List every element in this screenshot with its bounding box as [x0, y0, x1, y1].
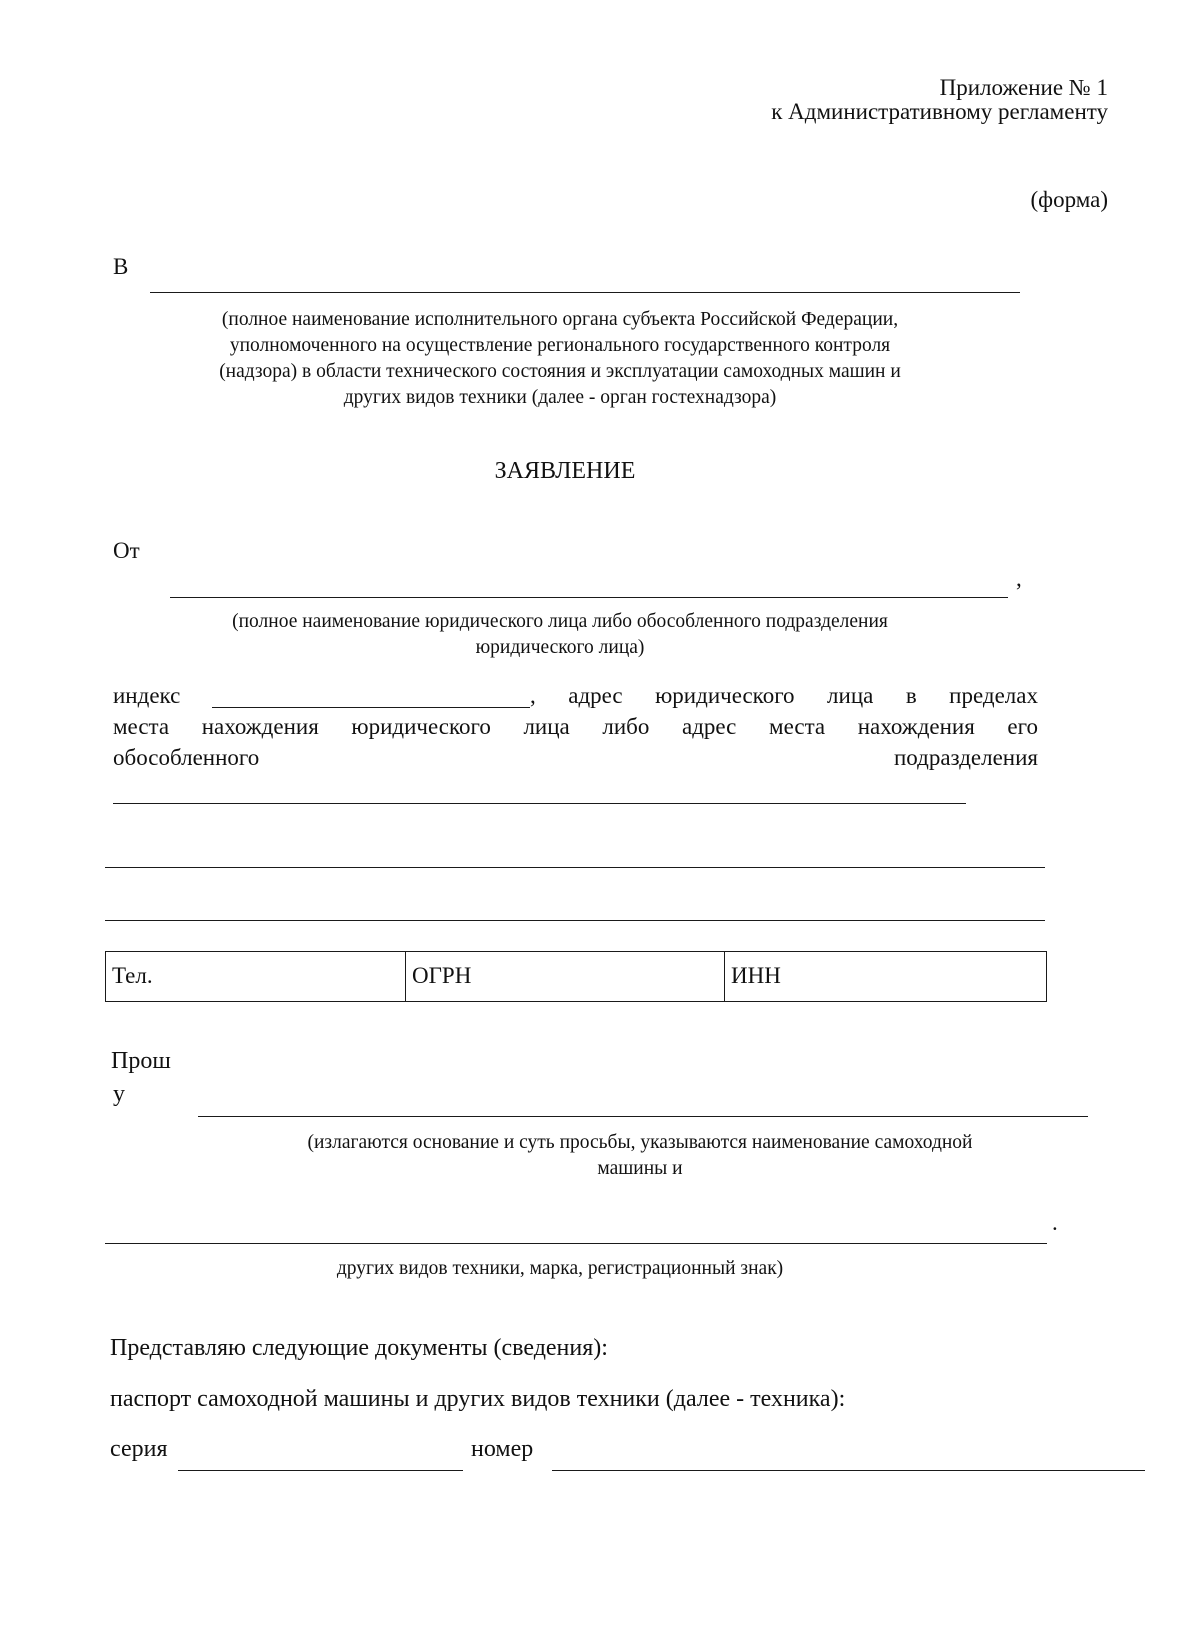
address-field-1[interactable]: [113, 803, 966, 804]
applicant-field[interactable]: [170, 597, 1008, 598]
address-field-2[interactable]: [105, 867, 1045, 868]
request-caption-2: других видов техники, марка, регистрационный знак): [336, 1258, 784, 1279]
index-field[interactable]: [212, 707, 530, 708]
appendix-number: Приложение № 1: [939, 75, 1108, 100]
series-field[interactable]: [178, 1470, 463, 1471]
address-line-2: места нахождения юридического лица либо адрес места нахождения его: [113, 714, 1038, 739]
applicant-comma: ,: [1016, 566, 1022, 591]
address-line-3-right: подразделения: [893, 745, 1038, 770]
inn-cell[interactable]: [725, 952, 1045, 1002]
recipient-prefix: В: [113, 254, 129, 279]
applicant-prefix: От: [113, 538, 140, 563]
ogrn-label: ОГРН: [412, 963, 472, 988]
number-field[interactable]: [552, 1470, 1145, 1471]
address-line-3-left: обособленного: [113, 745, 260, 770]
address-field-3[interactable]: [105, 920, 1045, 921]
index-label: индекс: [113, 683, 181, 708]
request-label-part1: Прош: [111, 1048, 171, 1074]
recipient-caption: (полное наименование исполнительного органа субъекта Российской Федерации, уполномоченного на осуществление регионального государственного контроля (надзора) в области технического состояния и эксплуатации самоходных машин и других видов техники (далее - орган гостехнадзора): [219, 309, 901, 408]
request-field-2[interactable]: [105, 1243, 1047, 1244]
passport-line: паспорт самоходной машины и других видов техники (далее - техника):: [110, 1386, 846, 1412]
document-title: ЗАЯВЛЕНИЕ: [494, 458, 636, 484]
request-field[interactable]: [198, 1116, 1088, 1117]
request-caption-1: (излагаются основание и суть просьбы, указываются наименование самоходной машины и: [307, 1132, 973, 1179]
phone-cell[interactable]: [106, 952, 406, 1002]
request-period: .: [1052, 1210, 1058, 1235]
ogrn-cell[interactable]: [406, 952, 725, 1002]
number-label: номер: [471, 1436, 534, 1462]
regulation-reference: к Административному регламенту: [771, 99, 1108, 124]
phone-label: Тел.: [112, 963, 153, 988]
contacts-table: [105, 951, 1047, 1002]
applicant-caption: (полное наименование юридического лица либо обособленного подразделения юридического лица): [232, 611, 888, 658]
request-label-part2: у: [113, 1081, 125, 1107]
documents-intro: Представляю следующие документы (сведения):: [110, 1335, 608, 1361]
address-line-1: , адрес юридического лица в пределах: [530, 683, 1038, 708]
form-label: (форма): [1030, 187, 1108, 212]
inn-label: ИНН: [731, 963, 781, 988]
recipient-field[interactable]: [150, 292, 1020, 293]
series-label: серия: [110, 1436, 168, 1462]
